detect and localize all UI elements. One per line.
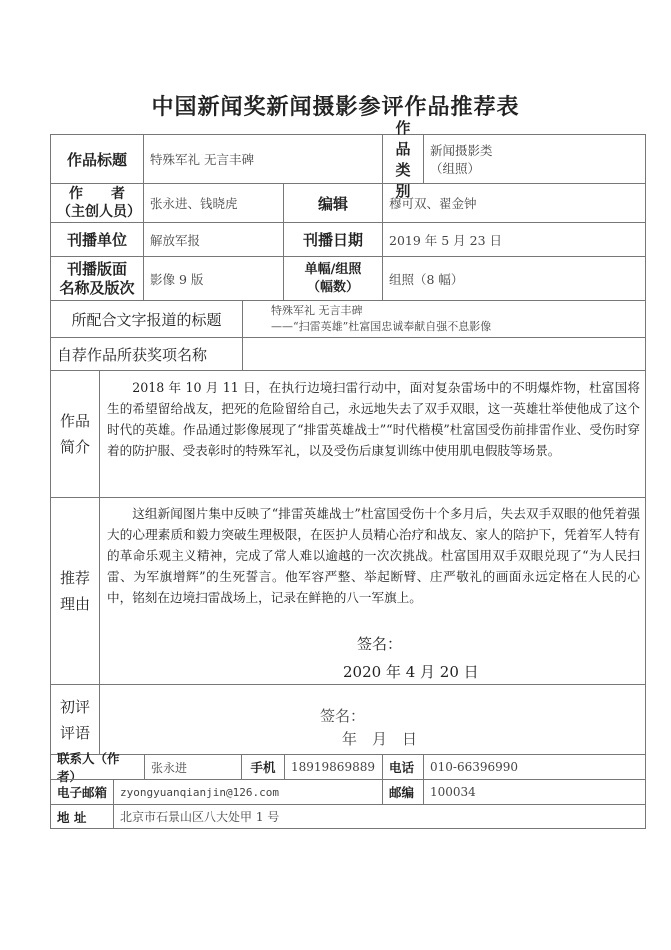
pub-date-label: 刊播日期 bbox=[283, 222, 383, 257]
review-signature: 签名： bbox=[320, 707, 366, 725]
publisher-value: 解放军报 bbox=[143, 222, 284, 257]
reason-label bbox=[50, 497, 100, 685]
category-value-1: 新闻摄影类 bbox=[430, 143, 493, 158]
page-label-2: 名称及版次 bbox=[59, 278, 135, 297]
zip-value: 100034 bbox=[423, 779, 646, 805]
awards-label: 自荐作品所获奖项名称 bbox=[50, 337, 243, 371]
review-label-2: 评语 bbox=[59, 723, 90, 742]
author-label bbox=[50, 183, 144, 223]
phone-value: 010-66396990 bbox=[423, 754, 646, 780]
intro-text: 2018 年 10 月 11 日，在执行边境扫雷行动中，面对复杂雷场中的不明爆炸物，杜富国将生的希望留给战友，把死的危险留给自己，永远地失去了双手双眼，这一英雄壮举使他成了这个时代的英雄。作品通过影像展现了“排雷英雄战士”“时代楷模”杜富国受伤前排雷作业、受伤时穿着的防护服、受表彰时的特殊军礼，以及受伤后康复训练中使用肌电假肢等场景。 bbox=[107, 380, 640, 458]
awards-value bbox=[242, 337, 646, 371]
review-label-1: 初评 bbox=[59, 697, 90, 716]
author-label-2: （主创人员） bbox=[57, 204, 141, 220]
phone-label: 电话 bbox=[382, 754, 424, 780]
email-value: zyongyuanqianjin@126.com bbox=[113, 779, 383, 805]
reason-label-1: 推荐 bbox=[59, 569, 90, 587]
mobile-label: 手机 bbox=[241, 754, 285, 780]
address-value: 北京市石景山区八大处甲 1 号 bbox=[113, 804, 646, 829]
format-label bbox=[283, 256, 383, 301]
intro-label-2: 简介 bbox=[59, 438, 90, 456]
category-label-2: 类别 bbox=[395, 161, 411, 200]
report-title-line-2: ——“扫雷英雄”杜富国忠诚奉献自强不息影像 bbox=[271, 320, 492, 333]
reason-text: 这组新闻图片集中反映了“排雷英雄战士”杜富国受伤十个多月后，失去双手双眼的他凭着强大的心理素质和毅力突破生理极限，在医护人员精心治疗和战友、家人的陪护下，凭着军人特有的革命乐观主义精神，完成了常人难以逾越的一次次挑战。杜富国用双手双眼兑现了“为人民扫雷、为军旗增辉”的生死誓言。他军容严整、举起断臂、庄严敬礼的画面永远定格在人民的心中，铭刻在边境扫雷战场上，记录在鲜艳的八一军旗上。 bbox=[107, 506, 640, 605]
publisher-label: 刊播单位 bbox=[50, 222, 144, 257]
email-label: 电子邮箱 bbox=[50, 779, 114, 805]
format-label-1: 单幅/组照 bbox=[304, 261, 362, 277]
report-title-value bbox=[242, 300, 646, 338]
author-label-1: 作 者 bbox=[69, 186, 125, 202]
category-value-2: （组照） bbox=[430, 161, 481, 176]
editor-value: 穆可双、翟金钟 bbox=[382, 183, 646, 223]
report-title-line-1: 特殊军礼 无言丰碑 bbox=[271, 304, 363, 317]
work-title-value: 特殊军礼 无言丰碑 bbox=[143, 134, 383, 184]
category-label-1: 作品 bbox=[395, 119, 411, 158]
format-value: 组照（8 幅） bbox=[382, 256, 646, 301]
zip-label: 邮编 bbox=[382, 779, 424, 805]
format-label-2: （幅数） bbox=[306, 279, 359, 295]
work-title-label: 作品标题 bbox=[50, 134, 144, 184]
mobile-value: 18919869889 bbox=[284, 754, 383, 780]
report-title-label: 所配合文字报道的标题 bbox=[50, 300, 243, 338]
reason-label-2: 理由 bbox=[59, 595, 90, 613]
category-label bbox=[382, 119, 424, 200]
category-value bbox=[423, 134, 646, 184]
reason-date: 2020 年 4 月 20 日 bbox=[343, 663, 479, 681]
page-label-1: 刊播版面 bbox=[66, 259, 127, 278]
contact-value: 张永进 bbox=[144, 754, 242, 780]
contact-label: 联系人（作者） bbox=[50, 754, 145, 780]
intro-label bbox=[50, 370, 100, 498]
page-value: 影像 9 版 bbox=[143, 256, 284, 301]
reason-signature: 签名： bbox=[357, 635, 403, 653]
form-title: 中国新闻奖新闻摄影参评作品推荐表 bbox=[151, 94, 520, 120]
review-label bbox=[50, 684, 100, 755]
pub-date-value: 2019 年 5 月 23 日 bbox=[382, 222, 646, 257]
review-date: 年 月 日 bbox=[342, 730, 418, 748]
page-label bbox=[50, 256, 144, 301]
editor-label: 编辑 bbox=[283, 183, 383, 223]
intro-label-1: 作品 bbox=[59, 412, 90, 430]
address-label: 地 址 bbox=[50, 804, 114, 829]
author-value: 张永进、钱晓虎 bbox=[143, 183, 284, 223]
